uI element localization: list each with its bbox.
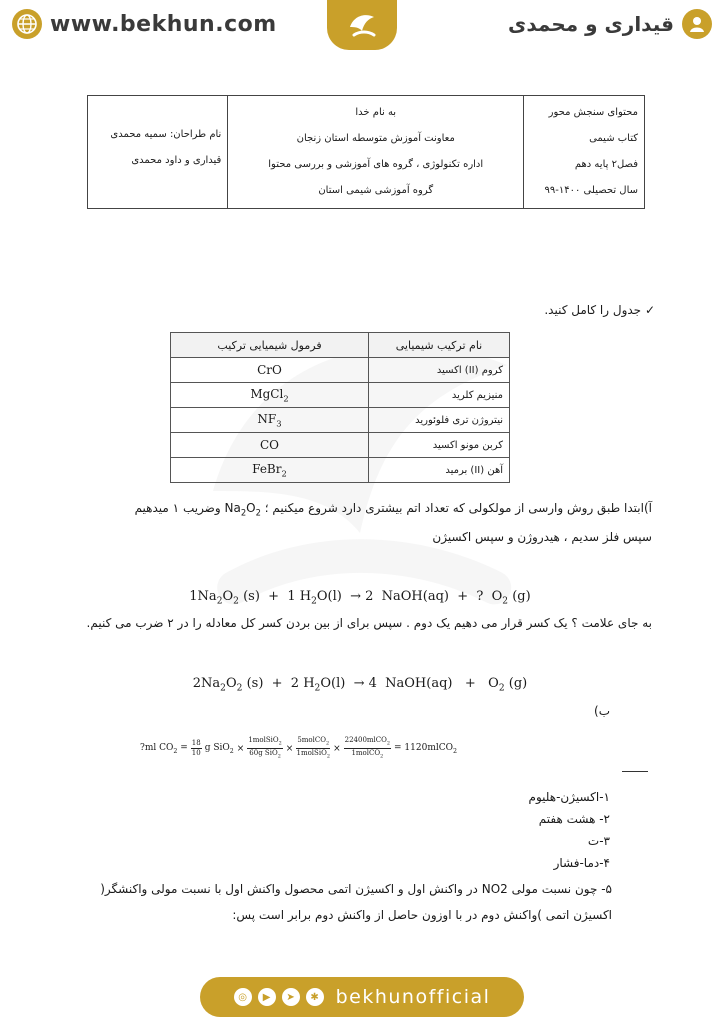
calc-fraction xyxy=(191,739,202,758)
youtube-icon[interactable]: ▶ xyxy=(258,988,276,1006)
part-a-note: به جای علامت ؟ یک کسر قرار می دهیم یک دوم . سپس برای از بین بردن کسر کل معادله را در ۲ ضرب می کنیم. xyxy=(86,616,652,630)
calc-fraction xyxy=(296,736,330,762)
calc-lhs: ?ml $CO_2$ = xyxy=(140,742,188,755)
user-icon xyxy=(682,9,712,39)
telegram-icon[interactable]: ➤ xyxy=(282,988,300,1006)
table-row xyxy=(171,383,510,408)
info-table xyxy=(87,95,645,209)
calc-mass-unit: g SiO$_2$ xyxy=(204,742,234,755)
compound-name: کروم (II) اکسید xyxy=(369,358,510,383)
footer-social-bar[interactable] xyxy=(200,977,524,1017)
site-url[interactable]: www.bekhun.com xyxy=(50,11,277,37)
org-line1: به نام خدا xyxy=(355,107,397,118)
calc-fraction-den: 10 xyxy=(191,749,201,758)
calc-fraction xyxy=(344,736,391,762)
compound-formula: FeBr$_2$ xyxy=(171,458,369,483)
instruction-text: جدول را کامل کنید. xyxy=(544,303,642,317)
compound-name: نیتروژن تری فلوئورید xyxy=(369,408,510,433)
compound-name: آهن (II) برمید xyxy=(369,458,510,483)
calc-fraction-num: 1molSiO$_2$ xyxy=(247,736,282,749)
header-compound-formula: فرمول شیمیایی ترکیب xyxy=(171,333,369,358)
calc-fraction-den: 1molCO$_2$ xyxy=(351,749,384,760)
calc-fraction-num: 22400mlCO$_2$ xyxy=(344,736,391,749)
topic-book: کتاب شیمی xyxy=(589,133,638,144)
instagram-icon[interactable]: ◎ xyxy=(234,988,252,1006)
compound-formula: CrO xyxy=(171,358,369,383)
instruction-line xyxy=(400,303,655,317)
calc-fraction-num: 18 xyxy=(191,739,201,748)
designers-line2: قیداری و داود محمدی xyxy=(131,155,222,166)
org-line2: معاونت آموزش متوسطه استان زنجان xyxy=(296,133,455,144)
times-sign: × xyxy=(236,743,245,754)
part-a-line2: سپس فلز سدیم ، هیدروژن و سپس اکسیژن xyxy=(432,530,652,544)
globe-icon xyxy=(12,9,42,39)
calc-result: = 1120mlCO$_2$ xyxy=(394,742,458,755)
calc-fraction-den: 1molSiO$_2$ xyxy=(296,749,330,760)
table-row xyxy=(171,408,510,433)
times-sign: × xyxy=(333,743,341,754)
stoichiometry-calc xyxy=(140,736,457,762)
equation-balanced: $2Na_2O_2$ (s) + 2 $H_2O(l) \to 4$ NaOH(aq) + $O_2$ (g) xyxy=(192,676,528,694)
list-item: ۱-اکسیژن-هلیوم xyxy=(528,790,610,804)
calc-fraction-num: 5molCO$_2$ xyxy=(296,736,330,749)
table-row xyxy=(171,458,510,483)
header-compound-name: نام ترکیب شیمیایی xyxy=(369,333,510,358)
topic-title: محتوای سنجش محور xyxy=(548,107,638,118)
compound-name: منیزیم کلرید xyxy=(369,383,510,408)
designers-cell xyxy=(88,96,228,209)
designers-line1: نام طراحان: سمیه محمدی xyxy=(110,129,222,140)
site-url-group[interactable] xyxy=(12,8,277,40)
aparat-icon[interactable]: ✱ xyxy=(306,988,324,1006)
topic-year: سال تحصیلی ۱۴۰۰-۹۹ xyxy=(544,185,638,196)
topic-chapter: فصل۲ پایه دهم xyxy=(574,159,638,170)
site-header xyxy=(0,0,724,50)
checkmark-icon: ✓ xyxy=(644,303,655,317)
calc-fraction-den: 60g SiO$_2$ xyxy=(249,749,281,760)
answer-5: ۵- چون نسبت مولی NO2 در واکنش اول و اکسیژن اتمی محصول واکنش اول با نسبت مولی واکنشگر( اکسیژن اتمی )واکنش دوم در با اوزون حاصل از واکنش دوم برابر است پس: xyxy=(100,882,612,922)
calc-fraction xyxy=(247,736,282,762)
org-line4: گروه آموزشی شیمی استان xyxy=(318,185,434,196)
separator-line xyxy=(622,771,648,772)
brand-group xyxy=(508,8,712,40)
org-line3: اداره تکنولوژی ، گروه های آموزشی و بررسی محتوا xyxy=(268,159,484,170)
compound-formula: CO xyxy=(171,433,369,458)
topic-cell xyxy=(524,96,645,209)
footer-handle[interactable]: bekhunofficial xyxy=(335,986,491,1008)
part-b-label: ب) xyxy=(594,704,610,718)
table-row xyxy=(171,358,510,383)
compound-formula: MgCl$_2$ xyxy=(171,383,369,408)
org-cell xyxy=(228,96,524,209)
list-item: ۳-ت xyxy=(587,834,610,848)
part-a-line1: آ)ابتدا طبق روش وارسی از مولکولی که تعداد اتم بیشتری دارد شروع میکنیم ؛ $Na_2O_2$ وضریب ۱ میدهیم xyxy=(134,501,652,518)
equation-unbalanced: $1Na_2O_2$ (s) + 1 $H_2O(l) \to 2$ NaOH(aq) + ? $O_2$ (g) xyxy=(189,589,531,607)
compound-formula: $NF_3$ xyxy=(171,408,369,433)
compound-name: کربن مونو اکسید xyxy=(369,433,510,458)
brand-name: قیداری و محمدی xyxy=(508,12,674,36)
bekhun-logo-icon[interactable] xyxy=(327,0,397,50)
list-item: ۲- هشت هفتم xyxy=(538,812,610,826)
table-row xyxy=(171,433,510,458)
list-item: ۴-دما-فشار xyxy=(553,856,610,870)
compound-table xyxy=(170,332,510,483)
times-sign: × xyxy=(285,743,294,754)
